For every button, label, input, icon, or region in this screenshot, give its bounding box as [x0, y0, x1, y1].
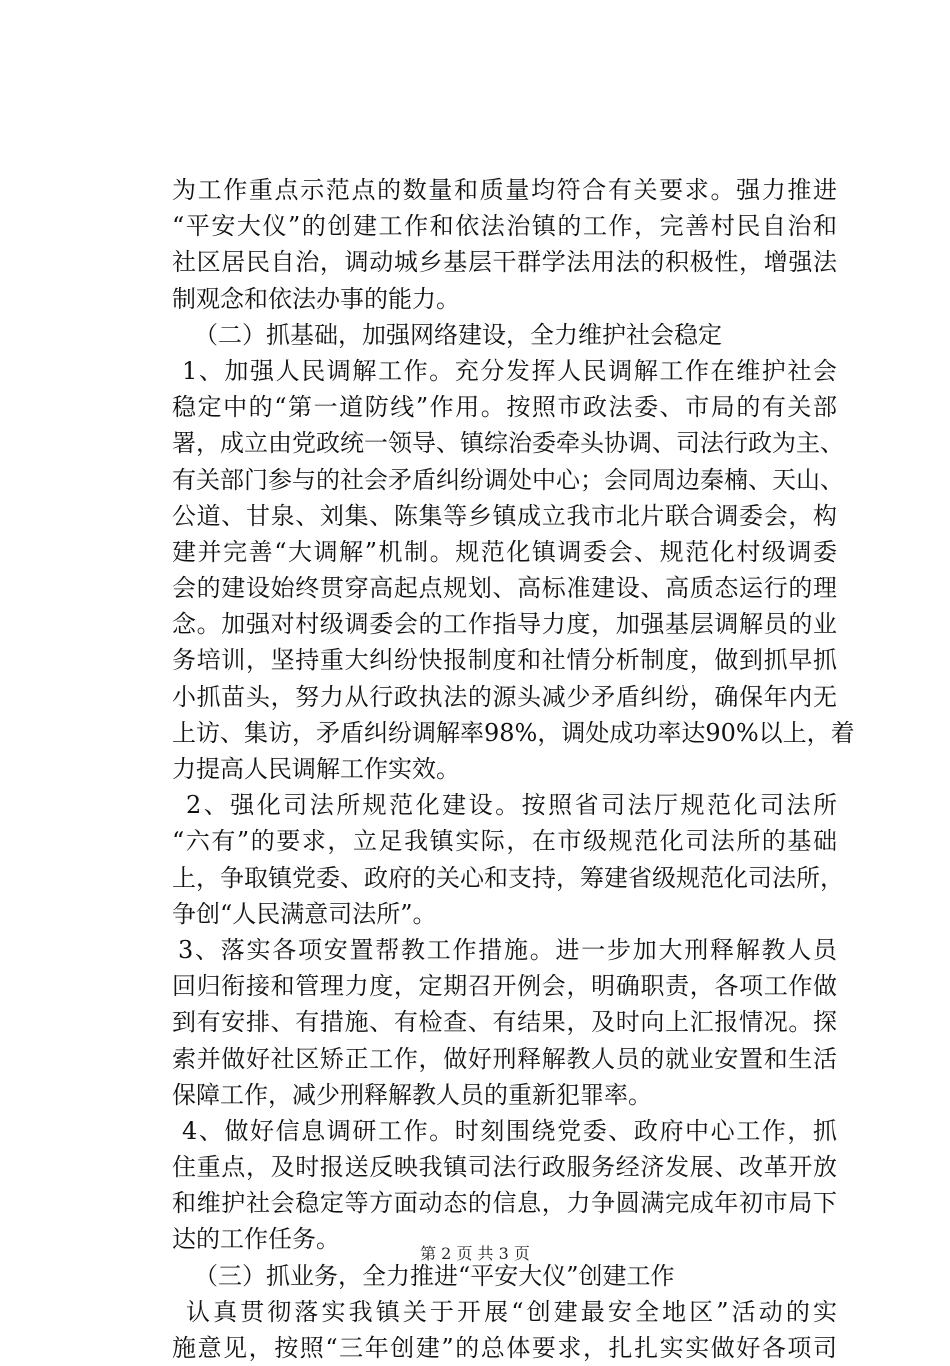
text-line: 会的建设始终贯穿高起点规划、高标准建设、高质态运行的理: [172, 574, 837, 603]
text-line: 为工作重点示范点的数量和质量均符合有关要求。强力推进: [172, 176, 837, 204]
text-line: 到有安排、有措施、有检查、有结果，及时向上汇报情况。探: [172, 1008, 837, 1037]
text-line: 上访、集访，矛盾纠纷调解率98%，调处成功率达90%以上，着: [172, 718, 855, 747]
text-line: 公道、甘泉、刘集、陈集等乡镇成立我市北片联合调委会，构: [172, 501, 837, 530]
text-line: “六有”的要求，立足我镇实际，在市级规范化司法所的基础: [172, 827, 837, 856]
text-line: 达的工作任务。: [172, 1225, 340, 1254]
text-line: 索并做好社区矫正工作，做好刑释解教人员的就业安置和生活: [172, 1044, 837, 1073]
text-line: 2、强化司法所规范化建设。按照省司法厅规范化司法所: [186, 791, 837, 820]
text-line: 4、做好信息调研工作。时刻围绕党委、政府中心工作，抓: [182, 1116, 837, 1145]
document-body: [172, 172, 855, 1366]
text-line: 回归衔接和管理力度，定期召开例会，明确职责，各项工作做: [172, 972, 837, 1001]
text-line: 社区居民自治，调动城乡基层干群学法用法的积极性，增强法: [172, 248, 837, 277]
text-line: （二）抓基础，加强网络建设，全力维护社会稳定: [194, 320, 722, 349]
text-line: “平安大仪”的创建工作和依法治镇的工作，完善村民自治和: [172, 212, 837, 241]
text-line: （三）抓业务，全力推进“平安大仪”创建工作: [194, 1261, 675, 1290]
text-line: 制观念和依法办事的能力。: [172, 284, 460, 313]
text-line: 住重点，及时报送反映我镇司法行政服务经济发展、改革开放: [172, 1153, 837, 1182]
text-line: 争创“人民满意司法所”。: [172, 899, 437, 928]
text-line: 认真贯彻落实我镇关于开展“创建最安全地区”活动的实: [186, 1297, 837, 1326]
text-line: 1、加强人民调解工作。充分发挥人民调解工作在维护社会: [182, 356, 837, 385]
text-line: 施意见，按照“三年创建”的总体要求，扎扎实实做好各项司: [172, 1334, 837, 1362]
text-line: 稳定中的“第一道防线”作用。按照市政法委、市局的有关部: [172, 393, 837, 422]
text-line: 署，成立由党政统一领导、镇综治委牵头协调、司法行政为主、: [172, 429, 844, 458]
text-line: 保障工作，减少刑释解教人员的重新犯罪率。: [172, 1080, 652, 1109]
text-line: 小抓苗头，努力从行政执法的源头减少矛盾纠纷，确保年内无: [172, 682, 837, 711]
text-line: 力提高人民调解工作实效。: [172, 755, 460, 783]
text-line: 有关部门参与的社会矛盾纠纷调处中心；会同周边秦楠、天山、: [172, 465, 844, 494]
text-line: 建并完善“大调解”机制。规范化镇调委会、规范化村级调委: [172, 537, 837, 566]
text-line: 上，争取镇党委、政府的关心和支持，筹建省级规范化司法所，: [172, 863, 844, 892]
text-line: 念。加强对村级调委会的工作指导力度，加强基层调解员的业: [172, 610, 837, 639]
text-line: 和维护社会稳定等方面动态的信息，力争圆满完成年初市局下: [172, 1189, 837, 1218]
text-line: 务培训，坚持重大纠纷快报制度和社情分析制度，做到抓早抓: [172, 646, 837, 675]
text-line: 3、落实各项安置帮教工作措施。进一步加大刑释解教人员: [178, 935, 837, 964]
page-footer: 第 2 页 共 3 页: [420, 1244, 530, 1263]
